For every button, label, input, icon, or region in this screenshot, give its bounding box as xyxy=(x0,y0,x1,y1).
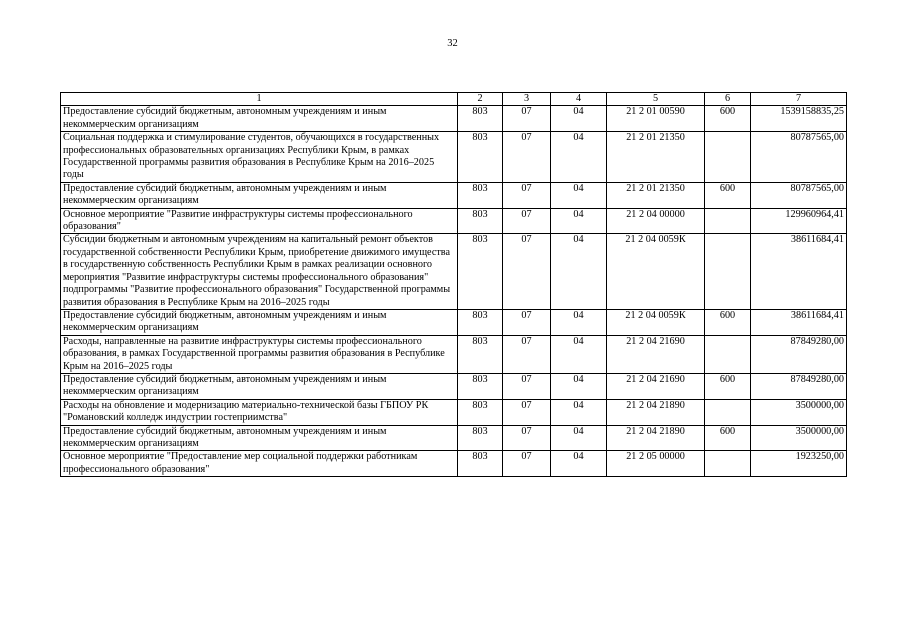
cell-section-code: 07 xyxy=(503,208,551,234)
cell-subsection-code: 04 xyxy=(551,373,607,399)
header-col-3: 3 xyxy=(503,93,551,106)
cell-section-code: 07 xyxy=(503,425,551,451)
table-row xyxy=(61,234,847,309)
cell-subsection-code: 04 xyxy=(551,399,607,425)
cell-target-article: 21 2 01 21350 xyxy=(607,132,705,183)
cell-amount: 80787565,00 xyxy=(751,182,847,208)
cell-section-code: 07 xyxy=(503,234,551,309)
cell-amount: 1539158835,25 xyxy=(751,106,847,132)
table-row xyxy=(61,182,847,208)
cell-ved-code: 803 xyxy=(458,399,503,425)
cell-expense-type: 600 xyxy=(705,373,751,399)
table-row xyxy=(61,106,847,132)
cell-target-article: 21 2 01 21350 xyxy=(607,182,705,208)
cell-ved-code: 803 xyxy=(458,335,503,373)
cell-target-article: 21 2 04 21890 xyxy=(607,425,705,451)
cell-section-code: 07 xyxy=(503,451,551,477)
cell-name: Предоставление субсидий бюджетным, автономным учреждениям и иным некоммерческим организациям xyxy=(61,182,458,208)
cell-ved-code: 803 xyxy=(458,425,503,451)
cell-section-code: 07 xyxy=(503,132,551,183)
cell-expense-type xyxy=(705,451,751,477)
cell-target-article: 21 2 04 0059К xyxy=(607,309,705,335)
cell-subsection-code: 04 xyxy=(551,335,607,373)
cell-target-article: 21 2 04 21690 xyxy=(607,373,705,399)
cell-target-article: 21 2 04 00000 xyxy=(607,208,705,234)
cell-ved-code: 803 xyxy=(458,106,503,132)
cell-name: Предоставление субсидий бюджетным, автономным учреждениям и иным некоммерческим организациям xyxy=(61,106,458,132)
cell-expense-type: 600 xyxy=(705,309,751,335)
cell-ved-code: 803 xyxy=(458,451,503,477)
cell-section-code: 07 xyxy=(503,399,551,425)
cell-ved-code: 803 xyxy=(458,373,503,399)
cell-section-code: 07 xyxy=(503,106,551,132)
cell-ved-code: 803 xyxy=(458,208,503,234)
cell-name: Основное мероприятие "Предоставление мер социальной поддержки работникам профессионального образования" xyxy=(61,451,458,477)
cell-amount: 129960964,41 xyxy=(751,208,847,234)
cell-expense-type xyxy=(705,208,751,234)
table-row xyxy=(61,208,847,234)
cell-name: Расходы, направленные на развитие инфраструктуры системы профессионального образования, в рамках Государственной программы развития образования в Республике Крым на 2016–2025 годы xyxy=(61,335,458,373)
budget-table xyxy=(60,92,847,477)
cell-target-article: 21 2 04 21890 xyxy=(607,399,705,425)
cell-target-article: 21 2 01 00590 xyxy=(607,106,705,132)
cell-amount: 87849280,00 xyxy=(751,335,847,373)
cell-name: Предоставление субсидий бюджетным, автономным учреждениям и иным некоммерческим организациям xyxy=(61,425,458,451)
cell-ved-code: 803 xyxy=(458,132,503,183)
cell-amount: 1923250,00 xyxy=(751,451,847,477)
cell-target-article: 21 2 05 00000 xyxy=(607,451,705,477)
table-row xyxy=(61,309,847,335)
cell-expense-type xyxy=(705,399,751,425)
table-row xyxy=(61,451,847,477)
cell-amount: 38611684,41 xyxy=(751,234,847,309)
cell-expense-type: 600 xyxy=(705,182,751,208)
cell-subsection-code: 04 xyxy=(551,425,607,451)
cell-expense-type: 600 xyxy=(705,106,751,132)
cell-name: Основное мероприятие "Развитие инфраструктуры системы профессионального образования" xyxy=(61,208,458,234)
cell-name: Предоставление субсидий бюджетным, автономным учреждениям и иным некоммерческим организациям xyxy=(61,373,458,399)
cell-expense-type xyxy=(705,234,751,309)
cell-section-code: 07 xyxy=(503,373,551,399)
header-col-6: 6 xyxy=(705,93,751,106)
cell-name: Субсидии бюджетным и автономным учреждениям на капитальный ремонт объектов государственной собственности Республики Крым, приобретение движимого имущества в государственную собственность Республики Крым в рамках реализации основного мероприятия "Развитие инфраструктуры системы профессионального образования" подпрограммы "Развитие профессионального образования" Государственной программы развития образования в Республике Крым на 2016–2025 годы xyxy=(61,234,458,309)
cell-expense-type: 600 xyxy=(705,425,751,451)
cell-section-code: 07 xyxy=(503,309,551,335)
table-row xyxy=(61,373,847,399)
cell-name: Социальная поддержка и стимулирование студентов, обучающихся в государственных профессиональных образовательных организациях Республики Крым, в рамках Государственной программы развития образования в Республике Крым на 2016–2025 годы xyxy=(61,132,458,183)
cell-subsection-code: 04 xyxy=(551,106,607,132)
cell-amount: 3500000,00 xyxy=(751,399,847,425)
cell-target-article: 21 2 04 21690 xyxy=(607,335,705,373)
cell-subsection-code: 04 xyxy=(551,132,607,183)
table-header-row xyxy=(61,93,847,106)
cell-expense-type xyxy=(705,335,751,373)
cell-amount: 80787565,00 xyxy=(751,132,847,183)
table-row xyxy=(61,335,847,373)
header-col-4: 4 xyxy=(551,93,607,106)
cell-ved-code: 803 xyxy=(458,234,503,309)
cell-expense-type xyxy=(705,132,751,183)
header-col-5: 5 xyxy=(607,93,705,106)
table-row xyxy=(61,399,847,425)
cell-target-article: 21 2 04 0059К xyxy=(607,234,705,309)
cell-name: Расходы на обновление и модернизацию материально-технической базы ГБПОУ РК "Романовский колледж индустрии гостеприимства" xyxy=(61,399,458,425)
cell-subsection-code: 04 xyxy=(551,182,607,208)
table-row xyxy=(61,425,847,451)
cell-ved-code: 803 xyxy=(458,182,503,208)
header-col-1: 1 xyxy=(61,93,458,106)
table-row xyxy=(61,132,847,183)
cell-amount: 3500000,00 xyxy=(751,425,847,451)
cell-amount: 38611684,41 xyxy=(751,309,847,335)
cell-name: Предоставление субсидий бюджетным, автономным учреждениям и иным некоммерческим организациям xyxy=(61,309,458,335)
header-col-7: 7 xyxy=(751,93,847,106)
cell-subsection-code: 04 xyxy=(551,208,607,234)
cell-section-code: 07 xyxy=(503,182,551,208)
cell-subsection-code: 04 xyxy=(551,234,607,309)
header-col-2: 2 xyxy=(458,93,503,106)
table-body xyxy=(61,106,847,477)
cell-ved-code: 803 xyxy=(458,309,503,335)
cell-section-code: 07 xyxy=(503,335,551,373)
cell-subsection-code: 04 xyxy=(551,309,607,335)
cell-amount: 87849280,00 xyxy=(751,373,847,399)
cell-subsection-code: 04 xyxy=(551,451,607,477)
page-number: 32 xyxy=(447,38,458,49)
